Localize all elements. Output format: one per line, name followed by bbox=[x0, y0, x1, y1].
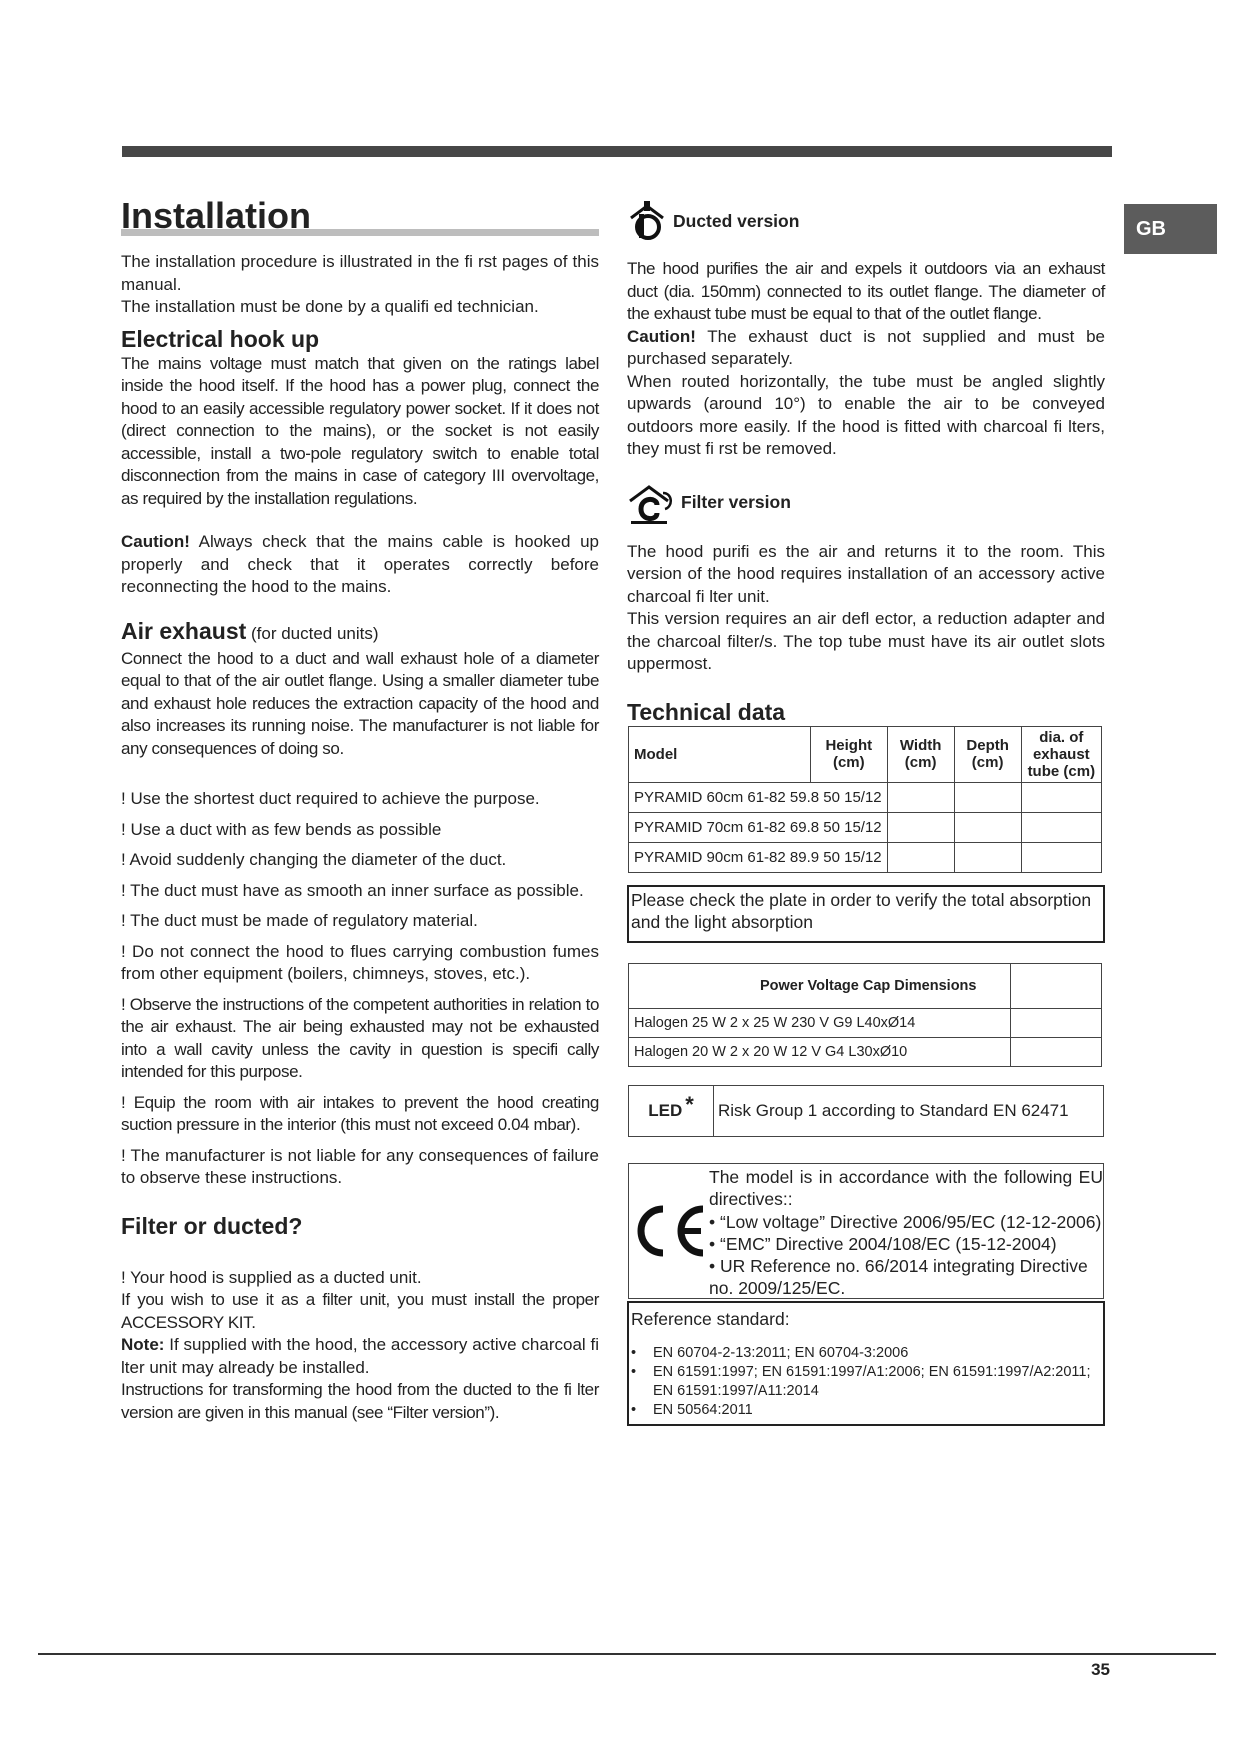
ce-box bbox=[628, 1163, 1104, 1299]
warning-7: ! Observe the instructions of the competent authorities in relation to the air exhaust. The air being exhausted may not be exhausted into a wall cavity unless the cavity in question is specifi cally intended for this purpose. bbox=[121, 994, 599, 1081]
ce-item: • UR Reference no. 66/2014 integrating Directive no. 2009/125/EC. bbox=[709, 1255, 1088, 1298]
note-label: Note: bbox=[121, 1335, 165, 1354]
filter-paragraph-1: The hood purifi es the air and returns it to the room. This version of the hood requires installation of an accessory active charcoal fi lter unit. bbox=[627, 541, 1105, 606]
reference-box bbox=[627, 1301, 1105, 1426]
caution-label: Caution! bbox=[121, 532, 190, 551]
warning-4: ! The duct must have as smooth an inner surface as possible. bbox=[121, 880, 584, 900]
technical-data-table bbox=[628, 726, 1102, 873]
ce-mark-icon bbox=[629, 1201, 709, 1261]
led-label bbox=[629, 1086, 714, 1136]
power-table bbox=[628, 963, 1102, 1067]
electrical-caution bbox=[121, 531, 599, 599]
list-item: • EN 50564:2011 bbox=[631, 1401, 1101, 1420]
language-tab: GB bbox=[1124, 204, 1217, 254]
warning-6: ! Do not connect the hood to flues carrying combustion fumes from other equipment (boilers, chimneys, stoves, etc.). bbox=[121, 941, 599, 983]
ducted-version-icon bbox=[627, 200, 667, 242]
row-text: PYRAMID 90cm 61-82 89.9 50 15/12 bbox=[629, 842, 888, 872]
col-height: Height (cm) bbox=[810, 726, 887, 782]
table-row bbox=[629, 1008, 1102, 1037]
ducted-paragraph-1: The hood purifies the air and expels it outdoors via an exhaust duct (dia. 150mm) connected to its outlet flange. The diameter of the exhaust tube must be equal to that of the outlet flange. bbox=[627, 259, 1105, 323]
led-asterisk: * bbox=[685, 1091, 694, 1117]
page-title: Installation bbox=[121, 195, 312, 236]
ce-text bbox=[709, 1164, 1103, 1298]
ce-logo bbox=[629, 1164, 709, 1298]
warning-2: ! Use a duct with as few bends as possible bbox=[121, 819, 442, 839]
ducted-caution-label: Caution! bbox=[627, 326, 696, 346]
bottom-rule bbox=[38, 1653, 1216, 1655]
air-exhaust-heading bbox=[121, 617, 599, 648]
ducted-version-label: Ducted version bbox=[673, 210, 800, 231]
warning-5: ! The duct must be made of regulatory material. bbox=[121, 911, 478, 930]
filter-version-heading bbox=[627, 481, 1105, 525]
top-rule bbox=[122, 146, 1112, 157]
led-box bbox=[628, 1085, 1104, 1137]
col-depth: Depth (cm) bbox=[954, 726, 1021, 782]
table-row bbox=[629, 812, 1102, 842]
ce-item: • “EMC” Directive 2004/108/EC (15-12-2004) bbox=[709, 1233, 1057, 1254]
air-exhaust-paragraph: Connect the hood to a duct and wall exhaust hole of a diameter equal to that of the air outlet flange. Using a smaller diameter tube and exhaust hole reduces the extraction capacity of the hood and also increases its running noise. The manufacturer is not liable for any consequences of doing so. bbox=[121, 648, 599, 758]
left-column bbox=[121, 196, 599, 1424]
reference-title: Reference standard: bbox=[631, 1308, 790, 1329]
absorption-note: Please check the plate in order to verify the total absorption and the light absorption bbox=[627, 885, 1105, 943]
table-row bbox=[629, 1037, 1102, 1066]
row-text: Halogen 25 W 2 x 25 W 230 V G9 L40xØ14 bbox=[629, 1008, 1011, 1037]
filter-paragraph-2: This version requires an air defl ector, a reduction adapter and the charcoal filter/s. The top tube must have its air outlet slots uppermost. bbox=[627, 609, 1105, 673]
ducted-paragraph-2: When routed horizontally, the tube must be angled slightly upwards (around 10°) to enable the air to be conveyed outdoors more easily. If the hood is fitted with charcoal fi lters, they must fi rst be removed. bbox=[627, 371, 1105, 458]
col-width: Width (cm) bbox=[887, 726, 954, 782]
col-dia: dia. of exhaust tube (cm) bbox=[1021, 726, 1101, 782]
note-line bbox=[121, 1334, 599, 1379]
row-text: Halogen 20 W 2 x 20 W 12 V G4 L30xØ10 bbox=[629, 1037, 1011, 1066]
electrical-heading: Electrical hook up bbox=[121, 325, 320, 352]
warning-3: ! Avoid suddenly changing the diameter of the duct. bbox=[121, 850, 507, 869]
ducted-caution-text: The exhaust duct is not supplied and must be purchased separately. bbox=[627, 326, 1105, 368]
warning-8: ! Equip the room with air intakes to prevent the hood creating suction pressure in the interior (this must not exceed 0.04 mbar). bbox=[121, 1092, 599, 1134]
caution-text: Always check that the mains cable is hooked up properly and check that it operates correctly before reconnecting the hood to the mains. bbox=[121, 532, 599, 596]
page-number: 35 bbox=[1091, 1660, 1110, 1679]
warning-1: ! Use the shortest duct required to achieve the purpose. bbox=[121, 789, 540, 808]
warning-9: ! The manufacturer is not liable for any consequences of failure to observe these instructions. bbox=[121, 1145, 599, 1187]
power-header: Power Voltage Cap Dimensions bbox=[759, 963, 1011, 1008]
intro-line-1: The installation procedure is illustrated in the fi rst pages of this manual. bbox=[121, 252, 599, 294]
note-text: If supplied with the hood, the accessory active charcoal fi lter unit may already be installed. bbox=[121, 1335, 599, 1377]
air-exhaust-subtitle: (for ducted units) bbox=[246, 623, 379, 643]
electrical-paragraph: The mains voltage must match that given on the ratings label inside the hood itself. If the hood has a power plug, connect the hood to an easily accessible regulatory power socket. If it does not (direct connection to the mains), or the socket is not easily accessible, install a two-pole regulatory switch to enable total disconnection from the mains in case of category III overvoltage, as required by the installation regulations. bbox=[121, 353, 599, 508]
list-item: • EN 61591:1997; EN 61591:1997/A1:2006; EN 61591:1997/A2:2011; EN 61591:1997/A11:2014 bbox=[631, 1363, 1101, 1401]
col-model: Model bbox=[629, 726, 811, 782]
transform-line: Instructions for transforming the hood from the ducted to the fi lter version are given in this manual (see “Filter version”). bbox=[121, 1380, 599, 1422]
power-header-row bbox=[629, 963, 1102, 1008]
ducted-unit-line: ! Your hood is supplied as a ducted unit. bbox=[121, 1267, 422, 1287]
led-label-text: LED bbox=[648, 1100, 683, 1120]
filter-version-icon bbox=[627, 481, 675, 525]
row-text: PYRAMID 70cm 61-82 69.8 50 15/12 bbox=[629, 812, 888, 842]
list-item: • EN 60704-2-13:2011; EN 60704-3:2006 bbox=[631, 1344, 1101, 1363]
ducted-caution bbox=[627, 326, 1105, 371]
accessory-kit-line: If you wish to use it as a filter unit, you must install the proper ACCESSORY KIT. bbox=[121, 1290, 599, 1332]
filter-version-label: Filter version bbox=[681, 492, 791, 512]
right-column bbox=[627, 200, 1105, 1426]
technical-data-heading: Technical data bbox=[627, 698, 786, 725]
table-row bbox=[629, 842, 1102, 872]
led-text: Risk Group 1 according to Standard EN 62471 bbox=[718, 1100, 1069, 1120]
filter-or-ducted-heading: Filter or ducted? bbox=[121, 1212, 303, 1239]
table-row bbox=[629, 782, 1102, 812]
intro-line-2: The installation must be done by a qualifi ed technician. bbox=[121, 297, 539, 316]
reference-list bbox=[631, 1344, 1101, 1420]
table-header-row bbox=[629, 726, 1102, 782]
ce-item: • “Low voltage” Directive 2006/95/EC (12-12-2006) bbox=[709, 1211, 1102, 1232]
air-exhaust-title: Air exhaust bbox=[121, 617, 247, 644]
ducted-version-heading bbox=[627, 200, 1105, 242]
row-text: PYRAMID 60cm 61-82 59.8 50 15/12 bbox=[629, 782, 888, 812]
ce-intro: The model is in accordance with the following EU directives:: bbox=[709, 1166, 1103, 1209]
